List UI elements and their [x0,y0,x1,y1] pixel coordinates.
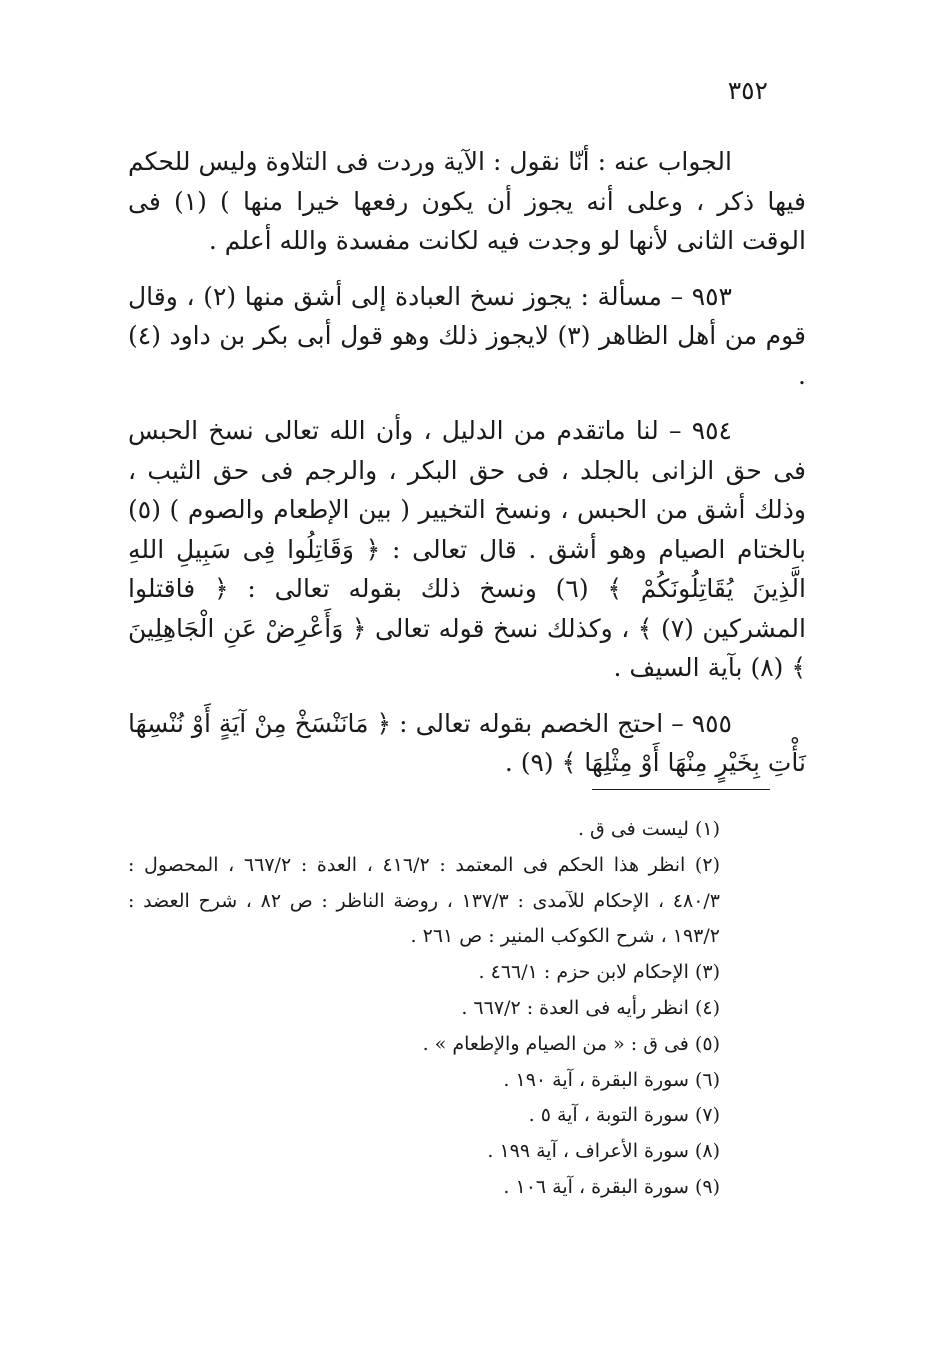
paragraph-answer: الجواب عنه : أنّا نقول : الآية وردت فى التلاوة وليس للحكم فيها ذكر ، وعلى أنه يجوز أن يكون رفعها خيرا منها ) (١) فى الوقت الثانى لأنها لو وجدت فيه لكانت مفسدة والله أعلم . [128,147,806,255]
main-text [128,142,806,783]
paragraph-issue-954: ٩٥٤ – لنا ماتقدم من الدليل ، وأن الله تعالى نسخ الحبس فى حق الزانى بالجلد ، فى حق البكر ، والرجم فى حق الثيب ، وذلك أشق من الحبس ، ونسخ التخيير ( بين الإطعام والصوم ) (٥) بالختام الصيام وهو أشق . قال تعالى : ﴿ وَقَاتِلُوا فِى سَبِيلِ اللهِ الَّذِينَ يُقَاتِلُونَكُمْ ﴾ (٦) ونسخ ذلك بقوله تعالى : ﴿ فاقتلوا المشركين (٧) ﴾ ، وكذلك نسخ قوله تعالى ﴿ وَأَعْرِضْ عَنِ الْجَاهِلِينَ ﴾ (٨) بآية السيف . [128,416,806,682]
footnotes [128,812,806,1206]
footnote-3: (٣) الإحكام لابن حزم : ٤٦٦/١ . [478,961,720,984]
footnote-2: (٢) انظر هذا الحكم فى المعتمد : ٤١٦/٢ ، العدة : ٦٦٧/٢ ، المحصول : ٤٨٠/٣ ، الإحكام للآمدى : ١٣٧/٣ ، روضة الناظر : ص ٨٢ ، شرح العضد : ١٩٣/٢ ، شرح الكوكب المنير : ص ٢٦١ . [128,853,721,948]
paragraph-issue-953: ٩٥٣ – مسألة : يجوز نسخ العبادة إلى أشق منها (٢) ، وقال قوم من أهل الظاهر (٣) لايجوز ذلك وهو قول أبى بكر بن داود (٤) . [128,281,806,390]
paragraph-issue-955: ٩٥٥ – احتج الخصم بقوله تعالى : ﴿ مَانَنْسَخْ مِنْ آيَةٍ أَوْ نُنْسِهَا نَأْتِ بِخَيْرٍ مِنْهَا أَوْ مِثْلِهَا ﴾ (٩) . [128,708,806,777]
footnote-divider [592,789,770,790]
footnote-6: (٦) سورة البقرة ، آية ١٩٠ . [503,1068,720,1091]
footnote-7: (٧) سورة التوبة ، آية ٥ . [528,1104,720,1127]
footnote-1: (١) ليست فى ق . [577,818,720,840]
footnote-8: (٨) سورة الأعراف ، آية ١٩٩ . [487,1140,720,1163]
footnote-9: (٩) سورة البقرة ، آية ١٠٦ . [503,1175,720,1198]
page-number: ٣٥٢ [727,76,768,105]
footnote-5: (٥) فى ق : « من الصيام والإطعام » . [422,1032,720,1055]
footnote-4: (٤) انظر رأيه فى العدة : ٦٦٧/٢ . [461,996,720,1019]
